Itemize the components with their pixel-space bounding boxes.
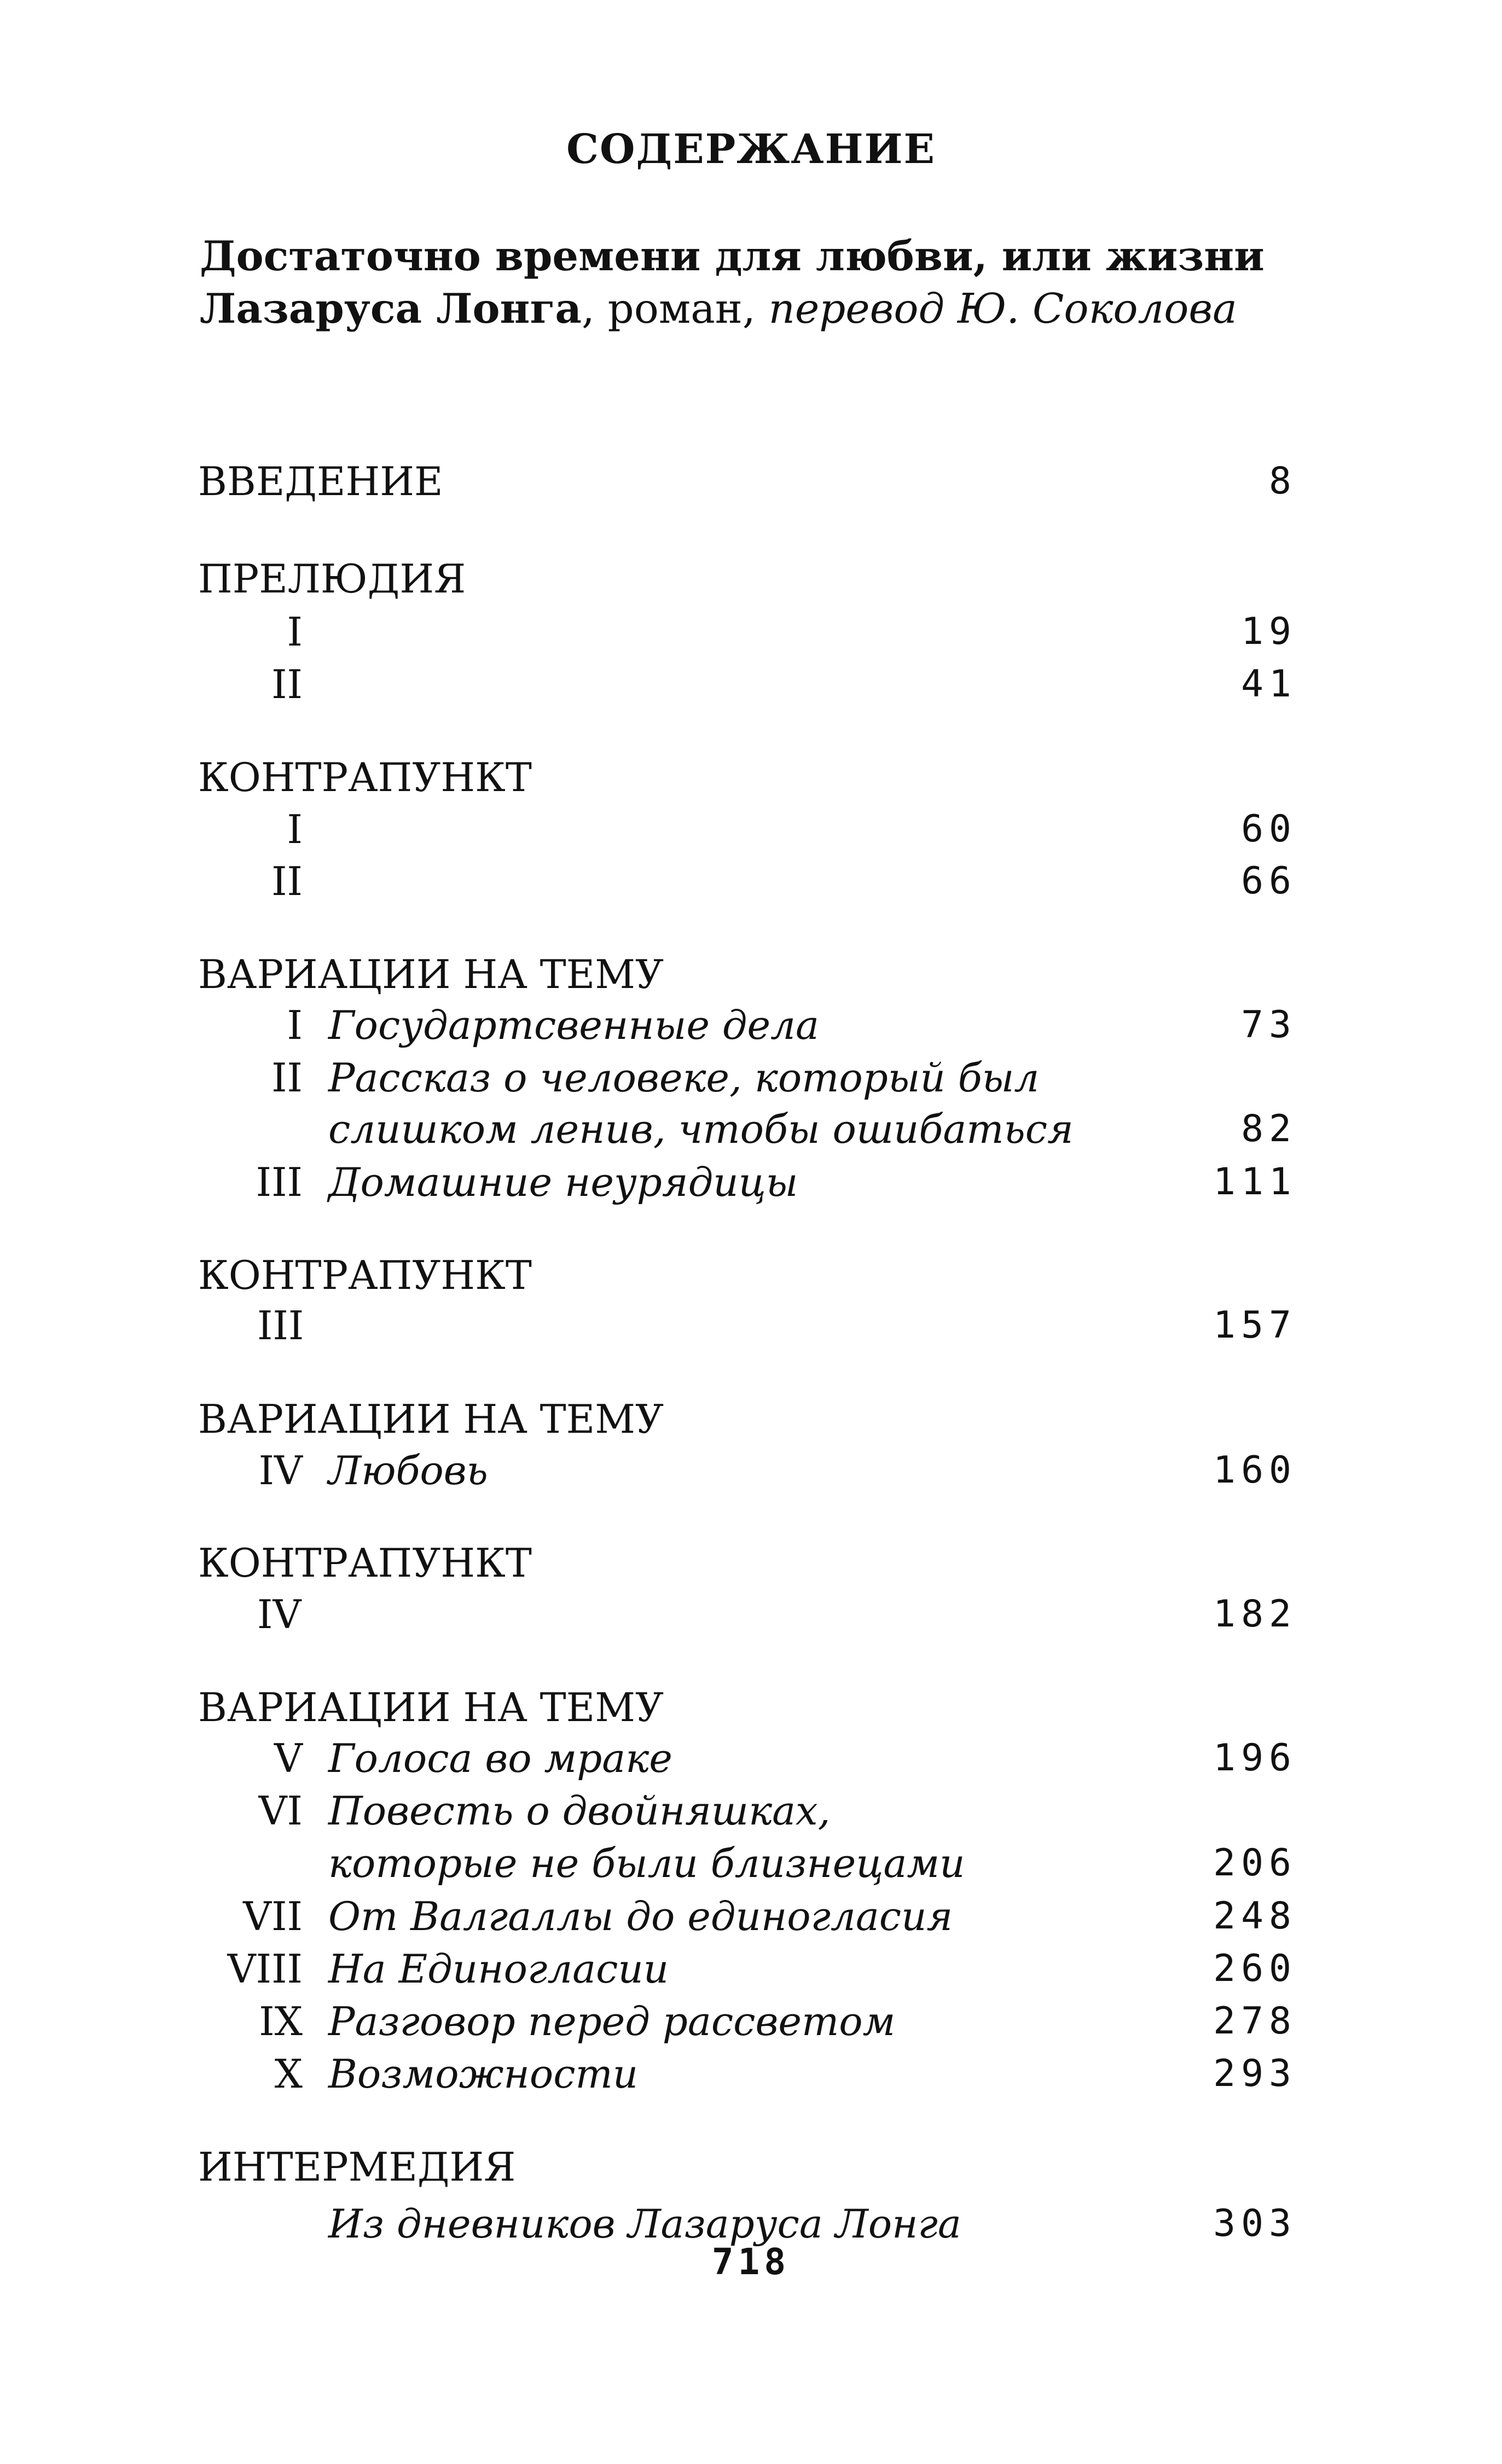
toc-page-number: 41 (1241, 663, 1297, 706)
toc-numeral: I (287, 806, 303, 852)
toc-page-number: 160 (1213, 1449, 1297, 1492)
toc-numeral: VIII (227, 1946, 303, 1992)
toc-page-number: 248 (1213, 1895, 1297, 1938)
toc-numeral: IV (258, 1448, 303, 1493)
toc-entry[interactable] (0, 1051, 1502, 1104)
toc-page-number: 293 (1213, 2052, 1297, 2095)
book-author-name: Лазаруса Лонга (200, 284, 582, 333)
toc-entry-title: Разговор перед рассветом (328, 1998, 896, 2044)
toc-page-number: 60 (1241, 807, 1297, 851)
toc-entry[interactable] (0, 1785, 1502, 1837)
toc-entry-continuation[interactable] (0, 1103, 1502, 1155)
toc-entry[interactable] (0, 855, 1502, 908)
toc-entry-continuation[interactable] (0, 1837, 1502, 1890)
toc-section-heading-counterpoint-3 (0, 1537, 1502, 1589)
toc-page-number: 278 (1213, 2000, 1297, 2043)
toc-page-number: 196 (1213, 1736, 1297, 1780)
toc-numeral: IV (257, 1591, 301, 1637)
book-title-line-1: Достаточно времени для любви, или жизни (200, 232, 1265, 280)
toc-numeral: VI (258, 1788, 303, 1834)
toc-numeral: VII (243, 1893, 303, 1939)
toc-entry-title-continued: слишком ленив, чтобы ошибаться (328, 1106, 1074, 1152)
toc-section-heading-variations-2 (0, 1393, 1502, 1445)
book-title (200, 230, 1321, 335)
book-title-line-2 (200, 282, 1321, 335)
toc-entry[interactable] (0, 1890, 1502, 1943)
toc-page-number: 82 (1241, 1107, 1297, 1150)
toc-entry-intro[interactable] (0, 455, 1502, 508)
toc-section-heading-counterpoint-2 (0, 1249, 1502, 1301)
toc-entry[interactable] (0, 1732, 1502, 1785)
toc-section-heading-variations-3 (0, 1681, 1502, 1734)
toc-entry[interactable] (0, 1156, 1502, 1208)
page-title: СОДЕРЖАНИЕ (566, 126, 936, 173)
toc-page-number: 206 (1213, 1841, 1297, 1885)
toc-entry[interactable] (0, 1444, 1502, 1497)
toc-page-number: 157 (1213, 1304, 1297, 1347)
toc-entry[interactable] (0, 1943, 1502, 1995)
toc-entry[interactable] (0, 658, 1502, 711)
toc-section-heading: КОНТРАПУНКТ (198, 1540, 532, 1586)
toc-entry[interactable] (0, 1588, 1502, 1641)
toc-entry-title: Рассказ о человеке, который был (328, 1055, 1040, 1101)
toc-entry[interactable] (0, 1299, 1502, 1352)
toc-entry-title: Любовь (328, 1448, 488, 1493)
toc-section-heading: ВАРИАЦИИ НА ТЕМУ (198, 951, 664, 997)
toc-numeral: IX (259, 1998, 303, 2044)
toc-entry-title: Из дневников Лазаруса Лонга (328, 2201, 961, 2247)
toc-entry-title: Государтсвенные дела (328, 1002, 819, 1048)
toc-numeral: III (256, 1159, 303, 1205)
toc-numeral: II (271, 1055, 303, 1101)
toc-page-number: 66 (1241, 859, 1297, 903)
toc-section-heading-prelude (0, 553, 1502, 605)
toc-entry-title: Возможности (328, 2051, 639, 2097)
toc-page-number: 73 (1241, 1003, 1297, 1047)
toc-entry[interactable] (0, 606, 1502, 658)
toc-entry-title: На Единогласии (328, 1946, 669, 1992)
book-translator: перевод Ю. Соколова (768, 284, 1237, 333)
toc-section-heading: ВВЕДЕНИЕ (198, 458, 443, 504)
toc-section-heading: ПРЕЛЮДИЯ (198, 556, 466, 602)
toc-section-heading: ВАРИАЦИИ НА ТЕМУ (198, 1396, 664, 1442)
toc-numeral: III (257, 1303, 304, 1349)
toc-section-heading-intermedia (0, 2141, 1502, 2193)
toc-entry-title: Домашние неурядицы (328, 1159, 798, 1205)
page-number-footer: 718 (711, 2241, 791, 2283)
toc-numeral: X (274, 2051, 303, 2097)
toc-numeral: I (287, 1002, 303, 1048)
toc-section-heading: ИНТЕРМЕДИЯ (198, 2144, 516, 2190)
toc-entry-title: Голоса во мраке (328, 1735, 672, 1781)
toc-numeral: II (271, 858, 303, 904)
toc-numeral: I (287, 609, 303, 655)
toc-entry[interactable] (0, 2048, 1502, 2100)
toc-entry-title-continued: которые не были близнецами (328, 1840, 965, 1886)
toc-page-number: 303 (1213, 2202, 1297, 2245)
toc-entry-title: Повесть о двойняшках, (328, 1788, 831, 1834)
toc-entry[interactable] (0, 803, 1502, 856)
toc-page-number: 8 (1269, 460, 1297, 503)
book-genre: , роман, (582, 284, 769, 333)
toc-page-number: 260 (1213, 1947, 1297, 1990)
toc-page-number: 111 (1213, 1160, 1297, 1204)
toc-numeral: II (271, 661, 303, 707)
toc-section-heading-variations-1 (0, 948, 1502, 1001)
toc-numeral: V (274, 1735, 303, 1781)
toc-page-number: 182 (1213, 1593, 1297, 1636)
toc-entry[interactable] (0, 999, 1502, 1051)
toc-page-number: 19 (1241, 610, 1297, 653)
toc-section-heading: КОНТРАПУНКТ (198, 1252, 532, 1298)
toc-entry-title: От Валгаллы до единогласия (328, 1893, 953, 1939)
toc-section-heading: КОНТРАПУНКТ (198, 754, 532, 800)
toc-section-heading-counterpoint-1 (0, 751, 1502, 804)
toc-entry[interactable] (0, 1995, 1502, 2048)
toc-section-heading: ВАРИАЦИИ НА ТЕМУ (198, 1684, 664, 1730)
